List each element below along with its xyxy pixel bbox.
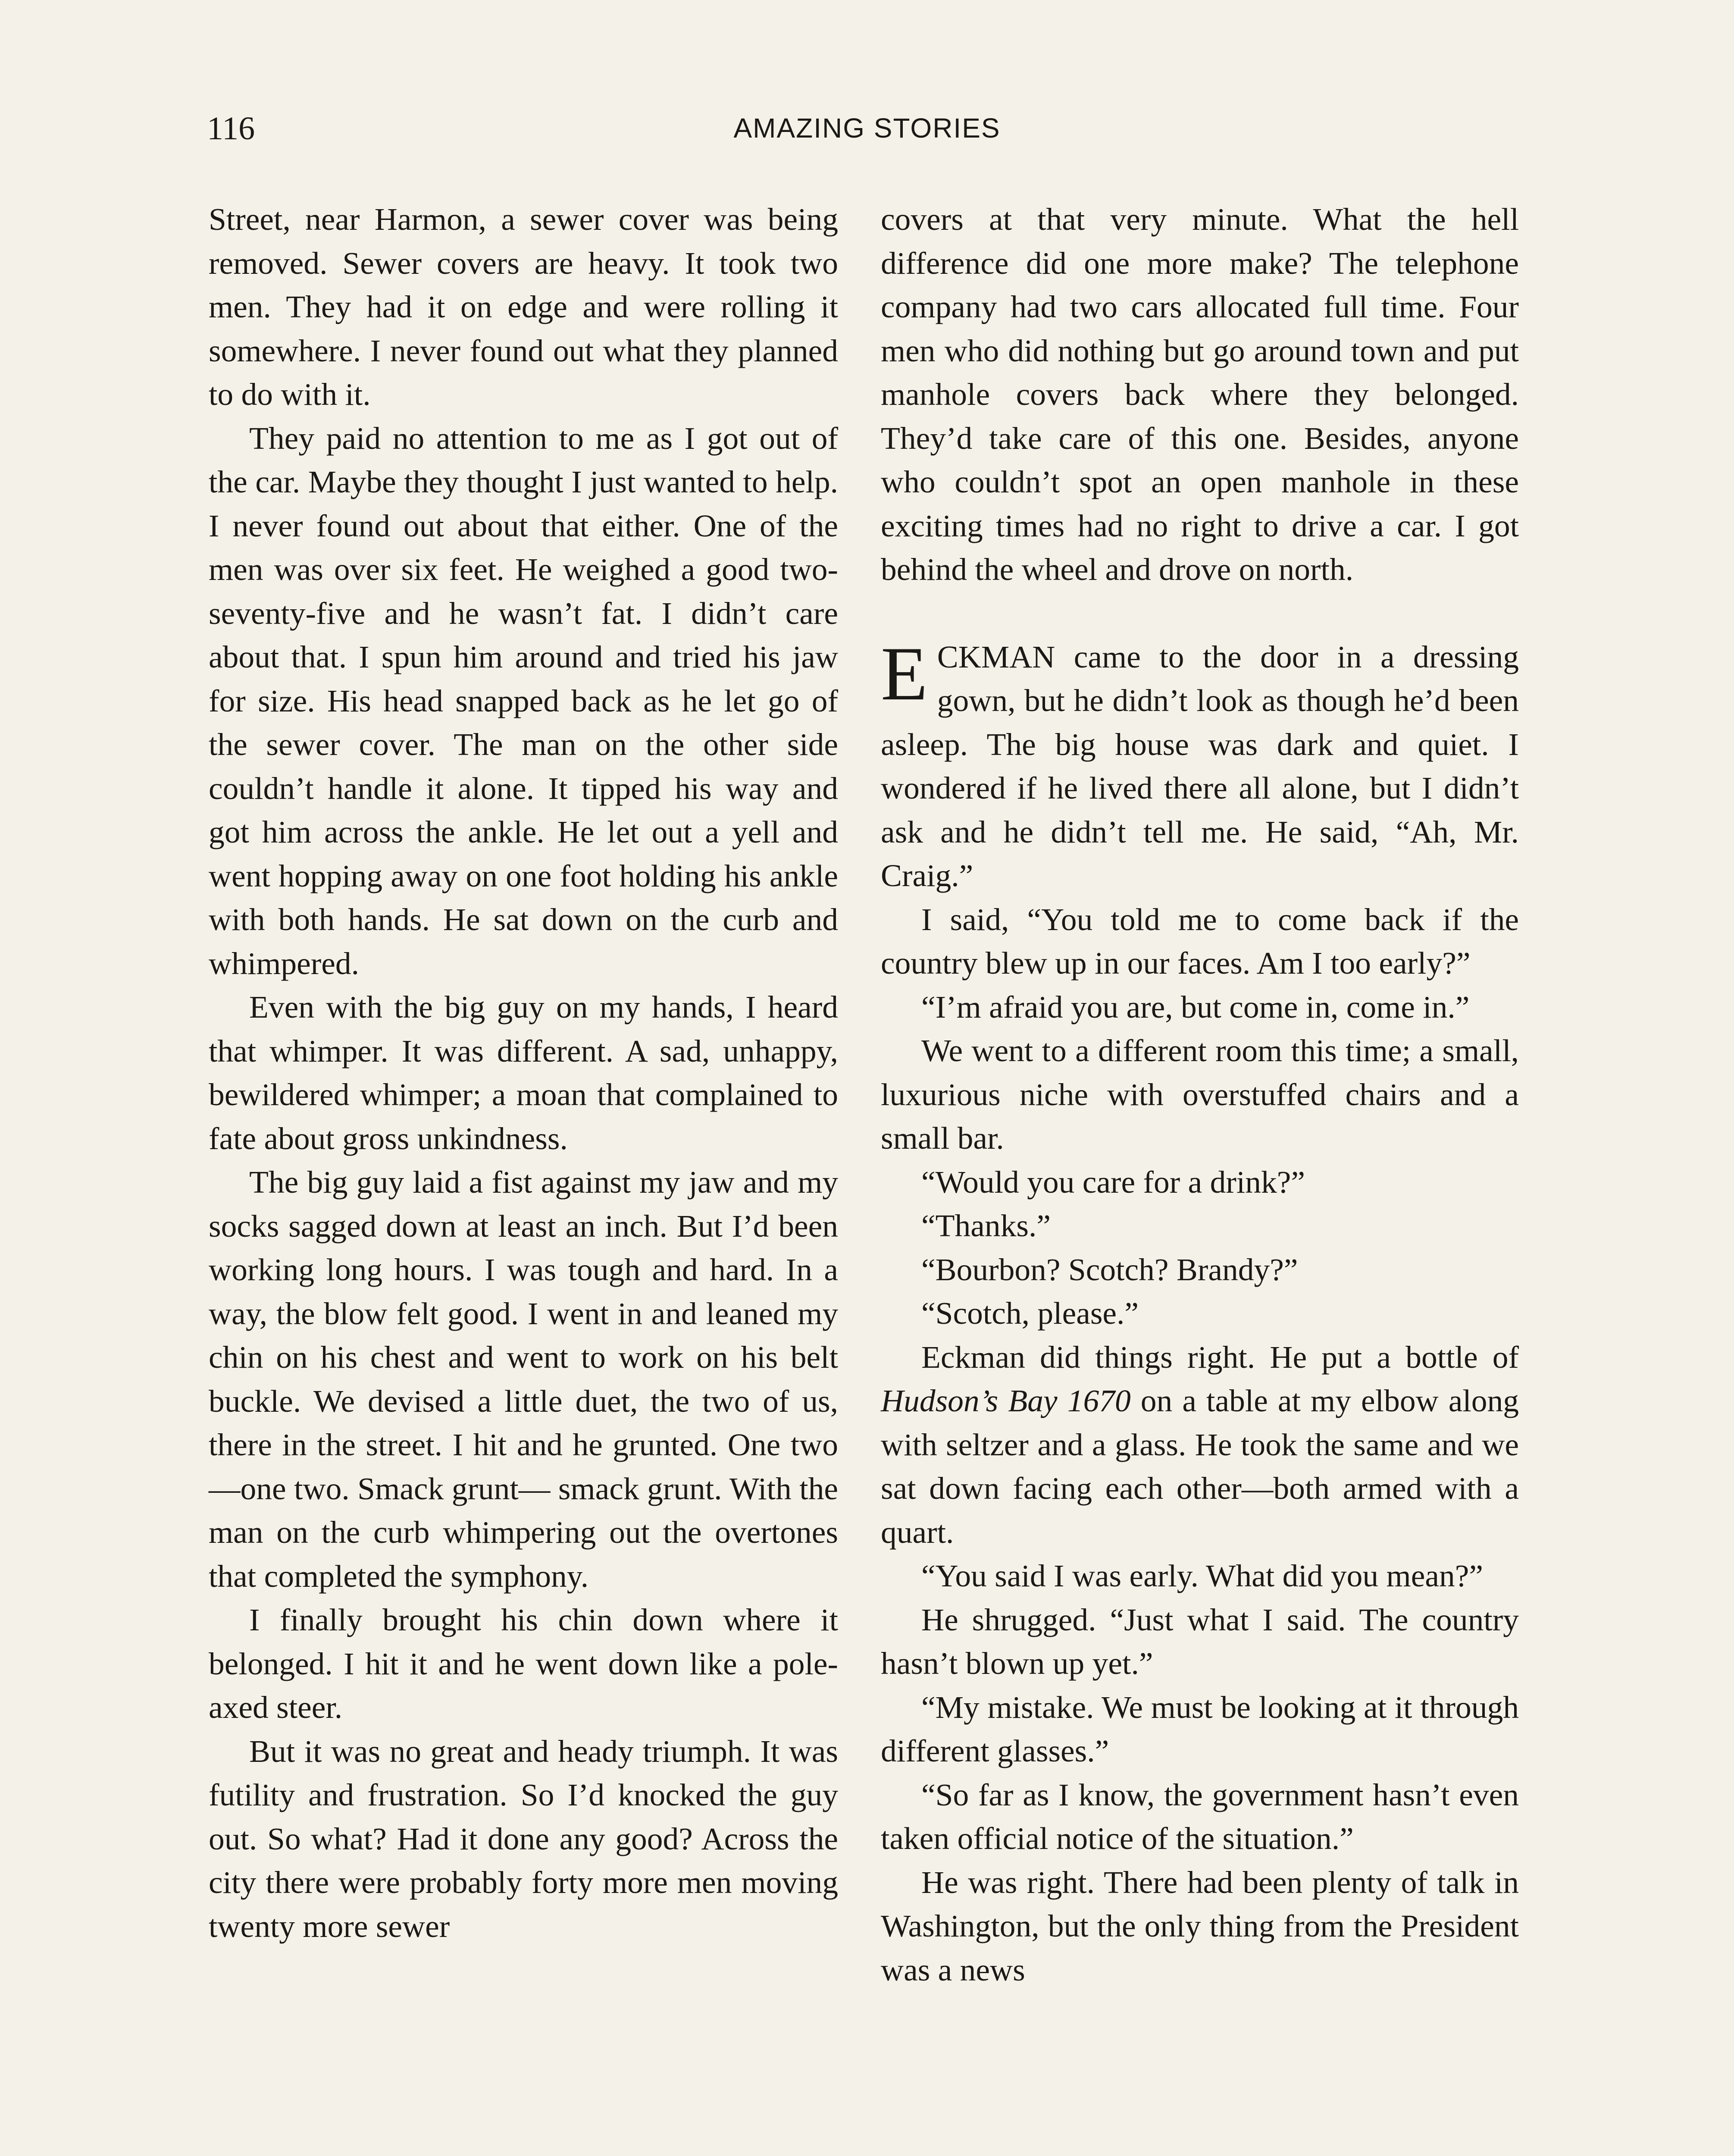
body-paragraph: covers at that very minute. What the hell difference did one more make? The telephone company had two cars allocated full time. Four men who did nothing but go around town and put manhole covers back where they belonged. They’d take care of this one. Besides, anyone who couldn’t spot an open manhole in these exciting times had no right to drive a car. I got behind the wheel and drove on north. [881,202,1519,587]
body-paragraph: “I’m afraid you are, but come in, come in.” [921,989,1470,1025]
section-opening-text: CKMAN came to the door in a dressing gown, but he didn’t look as though he’d been asleep. The big house was dark and quiet. I wondered if he lived there all alone, but I didn’t ask and he didn’t tell me. He said, “Ah, Mr. Craig.” [881,639,1519,893]
text-run: on a table at my elbow along with seltzer and a glass. He took the same and we sat down facing each other—both armed with a quart. [881,1383,1519,1550]
body-paragraph: “You said I was early. What did you mean?” [921,1558,1483,1593]
running-title: AMAZING STORIES [733,113,1001,144]
body-paragraph: Even with the big guy on my hands, I heard that whimper. It was different. A sad, unhappy, bewildered whimper; a moan that complained to fate about gross unkindness. [209,990,838,1156]
body-paragraph: “So far as I know, the government hasn’t even taken official notice of the situation.” [881,1777,1519,1856]
body-paragraph: “Thanks.” [921,1208,1051,1243]
body-paragraph: “Scotch, please.” [921,1296,1139,1331]
body-paragraph: He was right. There had been plenty of talk in Washington, but the only thing from the President was a news [881,1865,1519,1987]
italic-book-title: Hudson’s Bay 1670 [881,1383,1131,1418]
section-opening-paragraph [881,630,1519,898]
right-column [881,197,1519,1992]
body-paragraph: “Bourbon? Scotch? Brandy?” [921,1252,1298,1287]
body-paragraph: I finally brought his chin down where it belonged. I hit it and he went down like a pole-axed steer. [209,1602,838,1725]
body-paragraph: He shrugged. “Just what I said. The country hasn’t blown up yet.” [881,1602,1519,1681]
body-paragraph: But it was no great and heady triumph. It was futility and frustration. So I’d knocked the guy out. So what? Had it done any good? Across the city there were probably forty more men moving twenty more sewer [209,1733,838,1944]
left-column [209,197,838,1948]
page-number: 116 [207,110,255,147]
body-paragraph: I said, “You told me to come back if the country blew up in our faces. Am I too early?” [881,902,1519,981]
body-paragraph [881,1335,1519,1554]
body-paragraph: The big guy laid a fist against my jaw and my socks sagged down at least an inch. But I’d been working long hours. I was tough and hard. In a way, the blow felt good. I went in and leaned my chin on his chest and went to work on his belt buckle. We devised a little duet, the two of us, there in the street. I hit and he grunted. One two—one two. Smack grunt— smack grunt. With the man on the curb whimpering out the overtones that completed the symphony. [209,1165,838,1594]
drop-cap: E [881,630,928,716]
body-paragraph: Street, near Harmon, a sewer cover was being removed. Sewer covers are heavy. It took two men. They had it on edge and were rolling it somewhere. I never found out what they planned to do with it. [209,202,838,412]
body-paragraph: “My mistake. We must be looking at it through different glasses.” [881,1689,1519,1768]
body-paragraph: “Would you care for a drink?” [921,1164,1305,1200]
body-paragraph: We went to a different room this time; a small, luxurious niche with overstuffed chairs and a small bar. [881,1033,1519,1156]
text-run: Eckman did things right. He put a bottle of [921,1339,1519,1375]
body-paragraph: They paid no attention to me as I got out of the car. Maybe they thought I just wanted to help. I never found out about that either. One of the men was over six feet. He weighed a good two-seventy-five and he wasn’t fat. I didn’t care about that. I spun him around and tried his jaw for size. His head snapped back as he let go of the sewer cover. The man on the other side couldn’t handle it alone. It tipped his way and got him across the ankle. He let out a yell and went hopping away on one foot holding his ankle with both hands. He sat down on the curb and whimpered. [209,420,838,981]
